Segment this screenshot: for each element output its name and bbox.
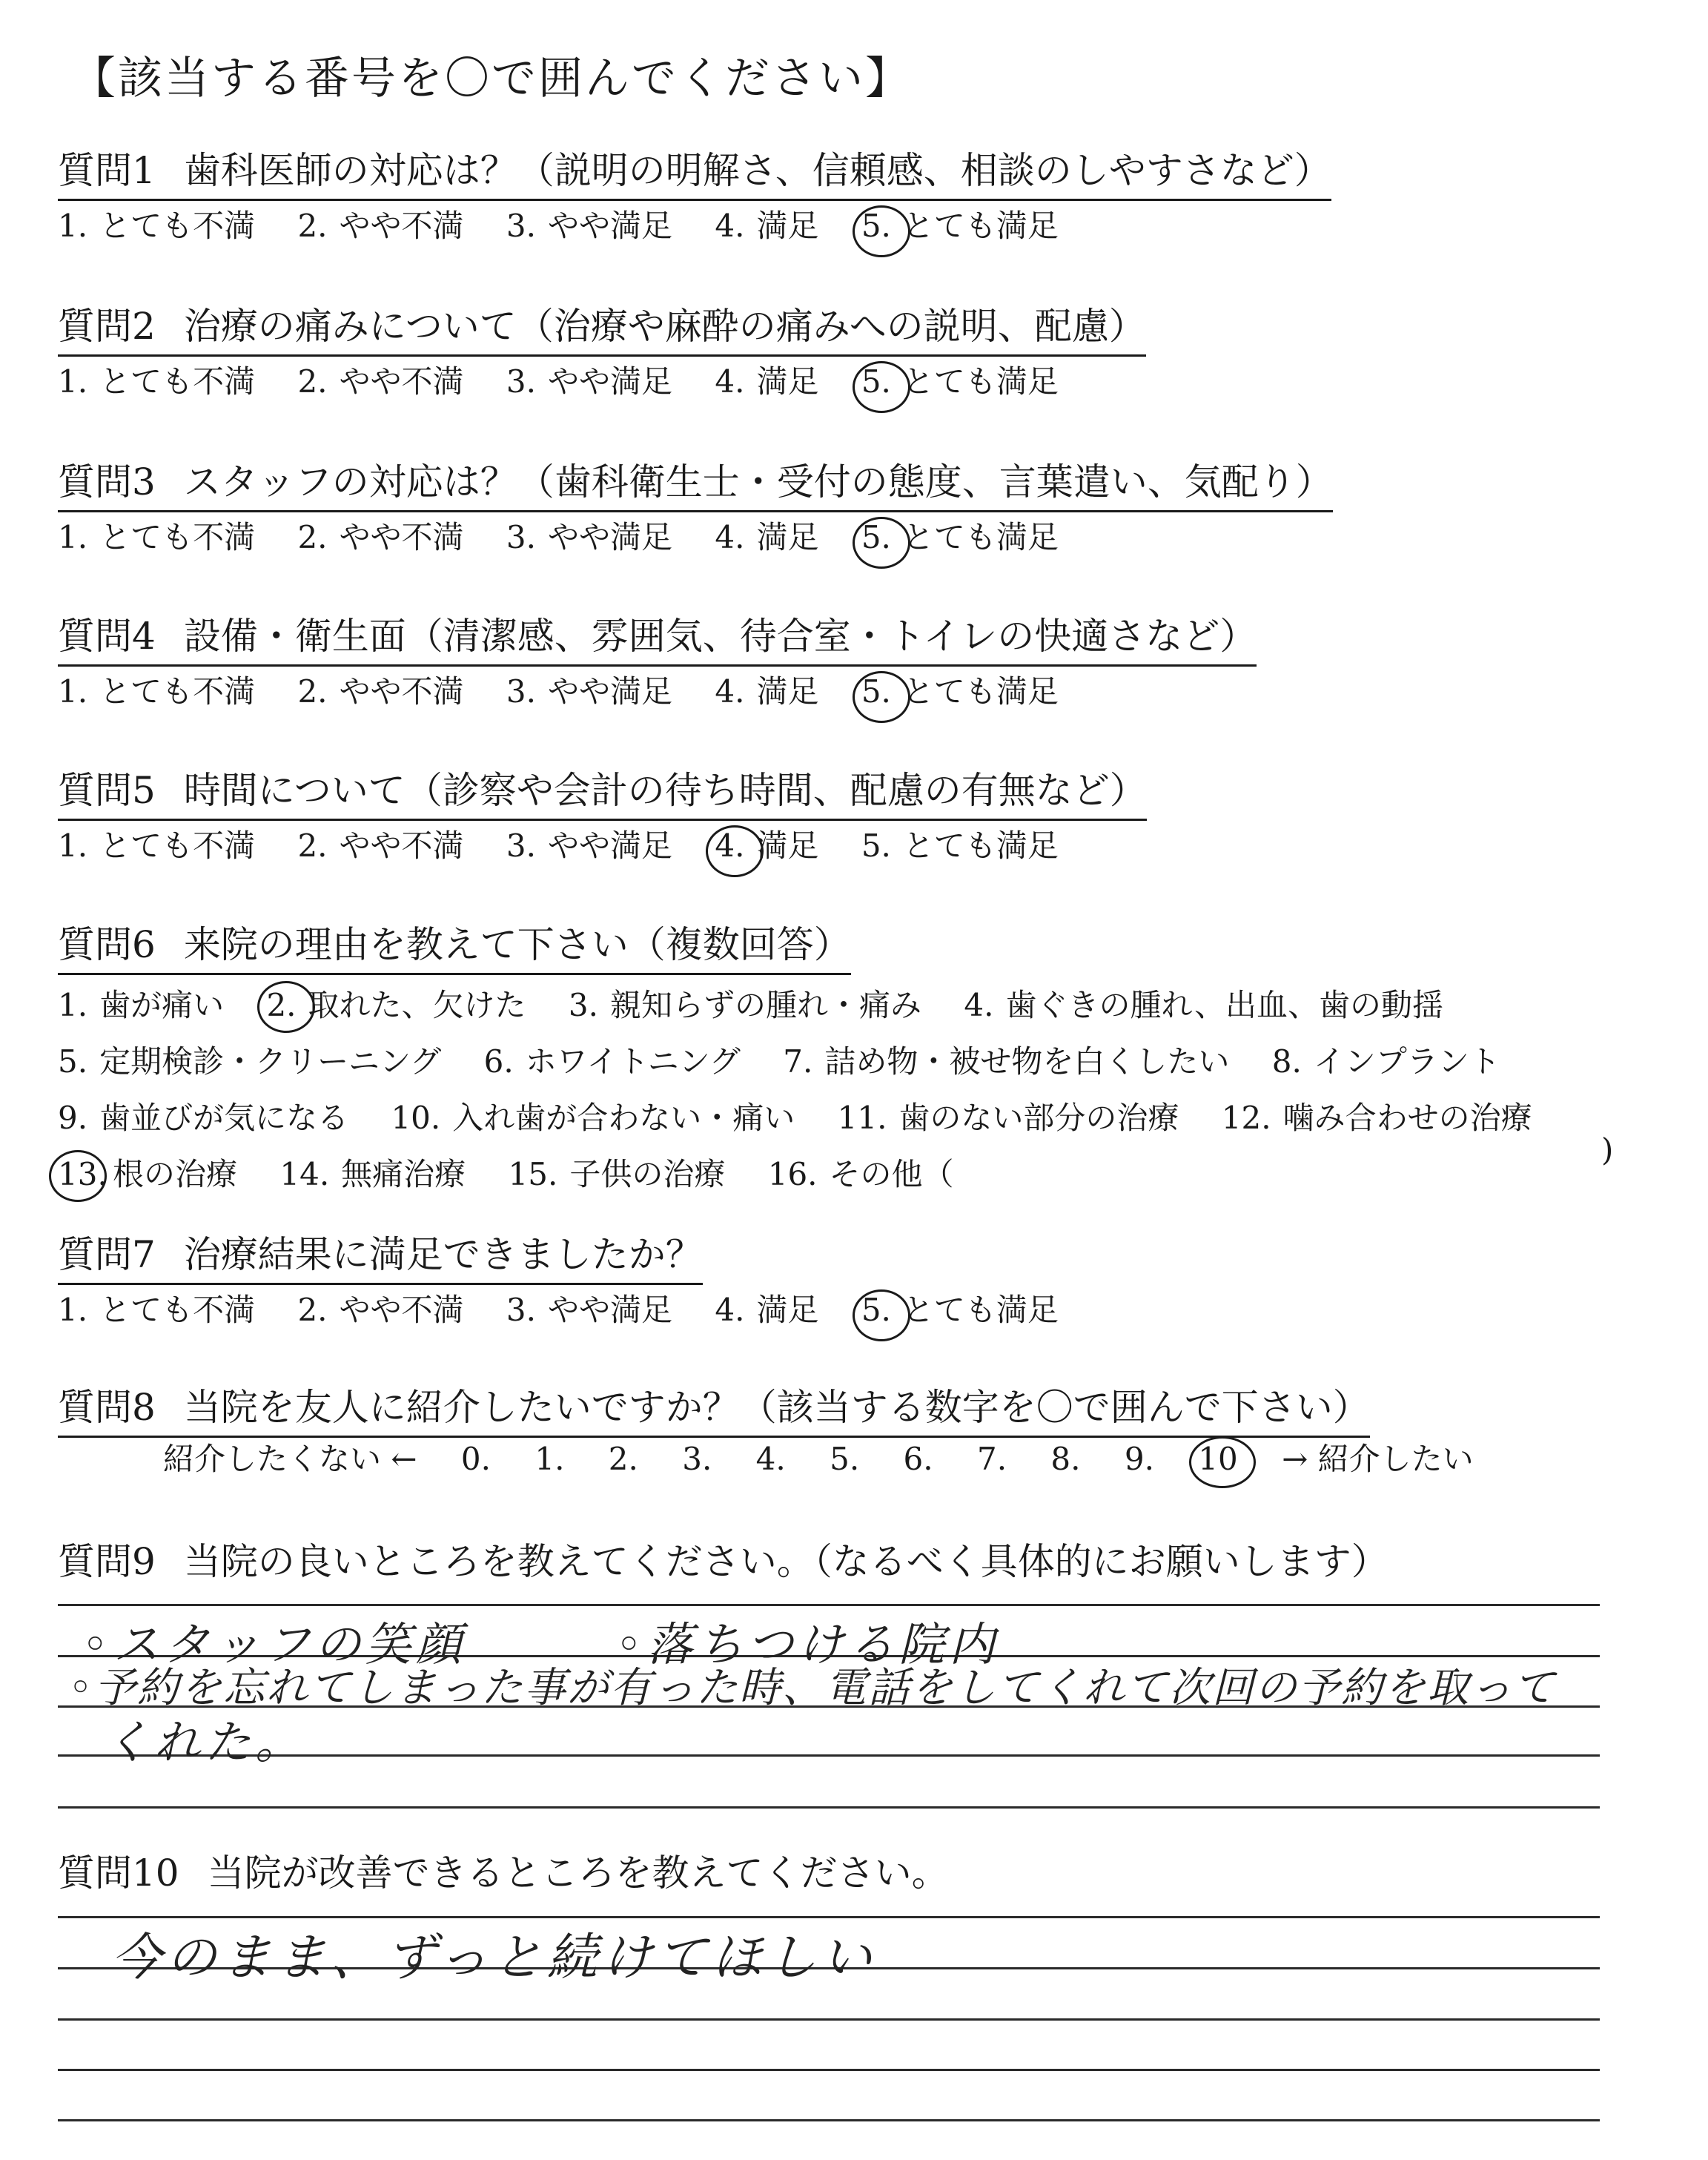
question-7-heading — [58, 1231, 703, 1285]
option-number[interactable]: 5. — [58, 1043, 88, 1080]
scale-option[interactable]: 0. — [460, 1441, 491, 1477]
question-text: 設備・衛生面（清潔感、雰囲気、待合室・トイレの快適さなど） — [183, 615, 1257, 658]
selected-option[interactable] — [715, 824, 818, 868]
option-number[interactable]: 16. — [767, 1156, 818, 1192]
option-label[interactable]: やや不満 — [339, 363, 464, 400]
question-10-heading — [58, 1849, 949, 1901]
question-number: 質問1 — [58, 149, 156, 192]
other-close-paren: ) — [1601, 1132, 1614, 1168]
option-number[interactable]: 1. — [58, 1292, 88, 1328]
option-number[interactable]: 3. — [568, 987, 598, 1023]
question-10 — [58, 1849, 949, 1901]
option-label[interactable]: とても不満 — [99, 208, 256, 244]
option-label[interactable]: やや不満 — [339, 519, 464, 555]
scale-option[interactable]: 4. — [755, 1441, 786, 1477]
recommend-scale — [163, 1435, 1508, 1479]
option-number[interactable]: 8. — [1271, 1043, 1302, 1080]
option-label[interactable]: ホワイトニング — [525, 1043, 741, 1080]
question-number: 質問2 — [58, 305, 156, 348]
option-number[interactable]: 13. — [58, 1149, 101, 1200]
question-8 — [58, 1384, 1370, 1438]
question-text: 治療結果に満足できましたか？ — [183, 1233, 703, 1276]
question-number: 質問4 — [58, 615, 156, 658]
option-number[interactable]: 2. — [297, 363, 328, 400]
question-text: 当院を友人に紹介したいですか？（該当する数字を〇で囲んで下さい） — [183, 1386, 1370, 1429]
option-label[interactable]: 子供の治療 — [569, 1156, 726, 1192]
option-label[interactable]: 入れ歯が合わない・痛い — [452, 1100, 795, 1136]
option-number[interactable]: 2. — [266, 987, 297, 1023]
options-row — [58, 824, 1147, 868]
option-number[interactable]: 3. — [506, 828, 536, 864]
handwritten-answer[interactable]: 今のまま、ずっと続けてほしい — [111, 1929, 876, 1987]
option-number[interactable]: 14. — [279, 1156, 330, 1192]
question-number: 質問6 — [58, 923, 156, 966]
scale-option[interactable]: 6. — [903, 1441, 933, 1477]
selected-option[interactable] — [58, 1149, 237, 1200]
option-number[interactable]: 3. — [506, 673, 536, 710]
option-label[interactable]: とても不満 — [99, 673, 256, 710]
question-8-heading — [58, 1384, 1370, 1438]
scale-option[interactable]: 1. — [534, 1441, 565, 1477]
option-label[interactable]: やや満足 — [547, 519, 672, 555]
options-row-1 — [58, 980, 1532, 1031]
question-7 — [58, 1231, 1091, 1332]
question-4 — [58, 612, 1257, 714]
option-label[interactable]: やや満足 — [547, 1292, 672, 1328]
question-text: 時間について（診察や会計の待ち時間、配慮の有無など） — [183, 769, 1147, 812]
option-number[interactable]: 5. — [861, 828, 891, 864]
option-number[interactable]: 1. — [58, 519, 88, 555]
option-number[interactable]: 5. — [861, 519, 891, 555]
option-number[interactable]: 2. — [297, 208, 328, 244]
option-label[interactable]: 歯ぐきの腫れ、出血、歯の動揺 — [1005, 987, 1443, 1023]
option-label[interactable]: 満足 — [756, 828, 819, 864]
question-5-heading — [58, 767, 1147, 821]
options-row-2 — [58, 1036, 1532, 1088]
question-3-heading — [58, 458, 1333, 512]
option-label[interactable]: 満足 — [756, 519, 819, 555]
option-label[interactable]: 根の治療 — [113, 1156, 238, 1192]
selected-option[interactable] — [861, 204, 1059, 248]
question-3 — [58, 458, 1333, 560]
option-number[interactable]: 10. — [391, 1100, 441, 1136]
option-label[interactable]: とても満足 — [902, 1292, 1059, 1328]
option-number[interactable]: 3. — [506, 208, 536, 244]
option-label[interactable]: 満足 — [756, 1292, 819, 1328]
question-9-heading — [58, 1538, 1388, 1590]
selected-option[interactable] — [266, 980, 526, 1031]
question-number: 質問10 — [58, 1852, 179, 1895]
option-label[interactable]: やや不満 — [339, 1292, 464, 1328]
selected-option[interactable] — [861, 1288, 1059, 1332]
answer-line — [58, 2018, 1600, 2021]
option-number[interactable]: 4. — [715, 519, 745, 555]
options-row — [58, 204, 1331, 248]
options-row-4 — [58, 1149, 1532, 1200]
handwritten-answer[interactable]: くれた。 — [104, 1715, 306, 1769]
option-number[interactable]: 1. — [58, 828, 88, 864]
option-label[interactable]: インプラント — [1313, 1043, 1500, 1080]
selected-option[interactable] — [861, 670, 1059, 714]
option-label[interactable]: とても満足 — [902, 519, 1059, 555]
scale-option[interactable]: 8. — [1050, 1441, 1081, 1477]
option-number[interactable]: 2. — [297, 828, 328, 864]
option-number[interactable]: 12. — [1221, 1100, 1271, 1136]
question-number: 質問5 — [58, 769, 156, 812]
option-number[interactable]: 4. — [715, 828, 745, 864]
option-number[interactable]: 3. — [506, 363, 536, 400]
question-5 — [58, 767, 1147, 868]
option-label[interactable]: やや満足 — [547, 673, 672, 710]
question-text: スタッフの対応は？（歯科衛生士・受付の態度、言葉遣い、気配り） — [183, 460, 1333, 503]
option-label[interactable]: 満足 — [756, 208, 819, 244]
option-number[interactable]: 1. — [58, 208, 88, 244]
option-number[interactable]: 2. — [297, 519, 328, 555]
option-label[interactable]: やや満足 — [547, 363, 672, 400]
option-number[interactable]: 5. — [861, 673, 891, 710]
option-label[interactable]: 噛み合わせの治療 — [1282, 1100, 1532, 1136]
option-number[interactable]: 5. — [861, 1292, 891, 1328]
option-number[interactable]: 6. — [483, 1043, 514, 1080]
question-6 — [58, 921, 1532, 1200]
selected-option[interactable] — [861, 515, 1059, 560]
question-number: 質問7 — [58, 1233, 156, 1276]
page-title: 【該当する番号を〇で囲んでください】 — [71, 53, 912, 105]
option-number[interactable]: 1. — [58, 363, 88, 400]
option-label[interactable]: その他（ — [829, 1156, 954, 1192]
option-label[interactable]: 詰め物・被せ物を白くしたい — [824, 1043, 1230, 1080]
option-label[interactable]: 満足 — [756, 363, 819, 400]
scale-option[interactable]: 5. — [830, 1441, 860, 1477]
option-number[interactable]: 5. — [861, 363, 891, 400]
question-1 — [58, 147, 1331, 248]
handwritten-answer[interactable]: ◦落ちつける院内 — [615, 1617, 999, 1671]
question-number: 質問9 — [58, 1540, 156, 1583]
selected-option[interactable] — [861, 360, 1059, 404]
question-text: 当院の良いところを教えてください。（なるべく具体的にお願いします） — [183, 1540, 1388, 1583]
option-number[interactable]: 4. — [715, 363, 745, 400]
option-label[interactable]: とても満足 — [902, 673, 1059, 710]
option-label[interactable]: とても不満 — [99, 363, 256, 400]
option-label[interactable]: 歯並びが気になる — [99, 1100, 349, 1136]
question-text: 当院が改善できるところを教えてください。 — [207, 1852, 949, 1895]
option-number[interactable]: 2. — [297, 673, 328, 710]
option-label[interactable]: 定期検診・クリーニング — [99, 1043, 442, 1080]
question-text: 治療の痛みについて（治療や麻酔の痛みへの説明、配慮） — [183, 305, 1146, 348]
options-row — [58, 515, 1333, 560]
question-2-heading — [58, 303, 1146, 357]
question-number: 質問3 — [58, 460, 156, 503]
scale-option[interactable]: 2. — [608, 1441, 638, 1477]
answer-line — [58, 2119, 1600, 2121]
question-4-heading — [58, 612, 1257, 667]
option-label[interactable]: やや満足 — [547, 208, 672, 244]
option-label[interactable]: 取れた、欠けた — [308, 987, 526, 1023]
handwritten-answer[interactable]: ◦スタッフの笑顔 — [82, 1617, 466, 1671]
option-number[interactable]: 1. — [58, 987, 88, 1023]
scale-option[interactable]: 9. — [1124, 1441, 1154, 1477]
option-label[interactable]: やや不満 — [339, 673, 464, 710]
options-row — [58, 1288, 1091, 1332]
option-label[interactable]: とても不満 — [99, 519, 256, 555]
scale-option-selected[interactable]: 10 — [1198, 1441, 1238, 1477]
scale-option[interactable]: 7. — [976, 1441, 1007, 1477]
option-label[interactable]: とても不満 — [99, 828, 256, 864]
options-row — [58, 670, 1257, 714]
option-number[interactable]: 4. — [715, 673, 745, 710]
option-label[interactable]: やや不満 — [339, 208, 464, 244]
option-label[interactable]: とても満足 — [902, 828, 1059, 864]
scale-right-label: → 紹介したい — [1282, 1441, 1474, 1477]
handwritten-answer[interactable]: ◦予約を忘れてしまった事が有った時、電話をしてくれて次回の予約を取って — [68, 1664, 1557, 1712]
option-label[interactable]: 親知らずの腫れ・痛み — [609, 987, 921, 1023]
option-number[interactable]: 4. — [715, 208, 745, 244]
options-row-3 — [58, 1092, 1532, 1144]
option-label[interactable]: とても不満 — [99, 1292, 256, 1328]
option-number[interactable]: 9. — [58, 1100, 88, 1136]
question-text: 歯科医師の対応は？（説明の明解さ、信頼感、相談のしやすさなど） — [183, 149, 1331, 192]
answer-line — [58, 1604, 1600, 1606]
option-label[interactable]: やや満足 — [547, 828, 672, 864]
option-label[interactable]: とても満足 — [902, 363, 1059, 400]
option-number[interactable]: 4. — [715, 1292, 745, 1328]
answer-line — [58, 1806, 1600, 1809]
option-number[interactable]: 11. — [837, 1100, 887, 1136]
scale-left-label: 紹介したくない ← — [163, 1441, 417, 1477]
option-number[interactable]: 7. — [783, 1043, 813, 1080]
question-text: 来院の理由を教えて下さい（複数回答） — [183, 923, 851, 966]
question-9 — [58, 1538, 1388, 1590]
option-label[interactable]: 歯のない部分の治療 — [898, 1100, 1179, 1136]
option-label[interactable]: 満足 — [756, 673, 819, 710]
answer-line — [58, 2069, 1600, 2071]
option-label[interactable]: とても満足 — [902, 208, 1059, 244]
option-label[interactable]: 歯が痛い — [99, 987, 225, 1023]
option-label[interactable]: やや不満 — [339, 828, 464, 864]
scale-option[interactable]: 3. — [682, 1441, 712, 1477]
question-number: 質問8 — [58, 1386, 156, 1429]
option-label[interactable]: 無痛治療 — [341, 1156, 466, 1192]
question-6-heading — [58, 921, 851, 975]
option-number[interactable]: 5. — [861, 208, 891, 244]
option-number[interactable]: 4. — [964, 987, 994, 1023]
option-number[interactable]: 15. — [508, 1156, 558, 1192]
option-number[interactable]: 3. — [506, 519, 536, 555]
option-number[interactable]: 3. — [506, 1292, 536, 1328]
option-number[interactable]: 1. — [58, 673, 88, 710]
options-row — [58, 360, 1146, 404]
question-2 — [58, 303, 1146, 404]
question-1-heading — [58, 147, 1331, 201]
option-number[interactable]: 2. — [297, 1292, 328, 1328]
